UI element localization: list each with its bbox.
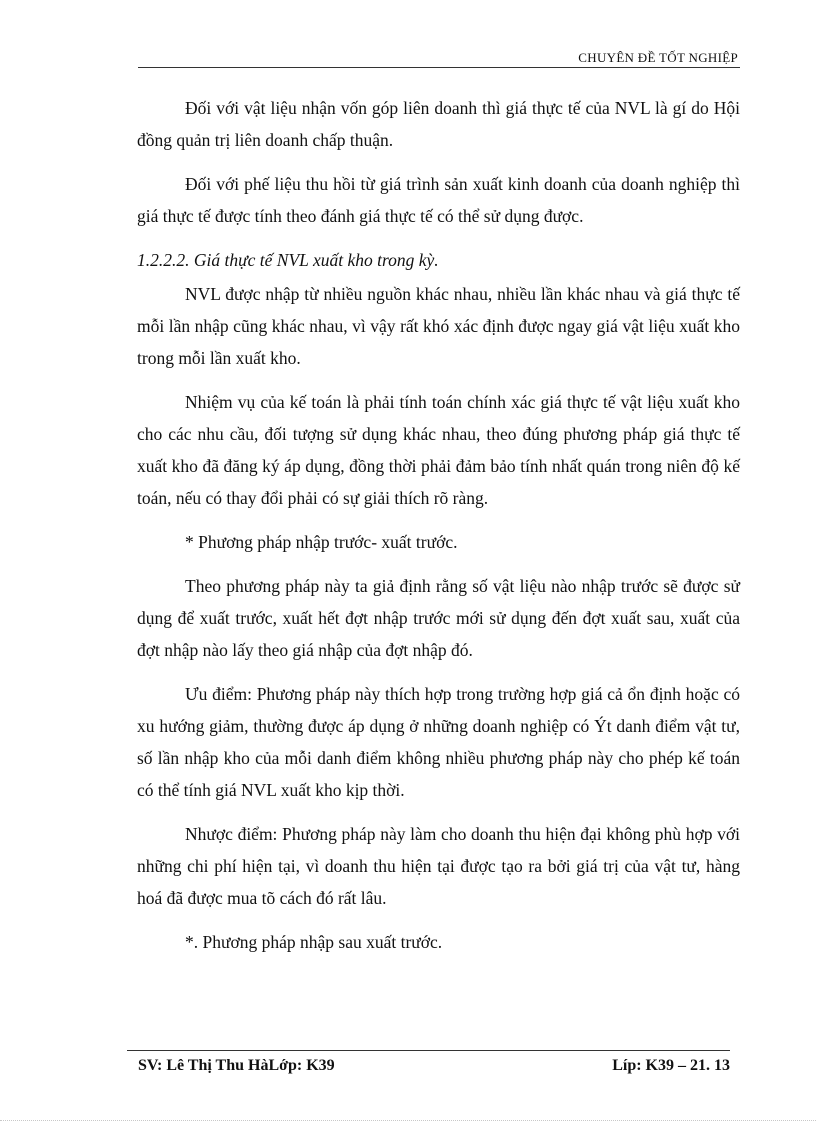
paragraph-5: * Phương pháp nhập trước- xuất trước. (185, 532, 458, 552)
paragraph-3: NVL được nhập từ nhiều nguồn khác nhau, nhiều lần khác nhau và giá thực tế mỗi lần nhập cũng khác nhau, vì vậy rất khó xác định được ngay giá vật liệu xuất kho trong mỗi lần xuất kho. (137, 284, 740, 368)
paragraph-6: Theo phương pháp này ta giả định rằng số vật liệu nào nhập trước sẽ được sử dụng để xuất trước, xuất hết đợt nhập trước mới sử dụng đến đợt xuất sau, xuất của đợt nhập nào lấy theo giá nhập của đợt nhập đó. (137, 576, 740, 660)
footer-class-info: Líp: K39 – 21. 13 (612, 1057, 730, 1074)
document-header-title: CHUYÊN ĐỀ TỐT NGHIỆP (578, 50, 738, 65)
page-bottom-edge (0, 1120, 816, 1121)
paragraph-7: Ưu điểm: Phương pháp này thích hợp trong trường hợp giá cả ổn định hoặc có xu hướng giảm, thường được áp dụng ở những doanh nghiệp có Ýt danh điểm vật tư, số lần nhập kho của mỗi danh điểm không nhiều phương pháp này cho phép kế toán có thể tính giá NVL xuất kho kịp thời. (137, 684, 740, 800)
paragraph-1: Đối với vật liệu nhận vốn góp liên doanh thì giá thực tế của NVL là gí do Hội đồng quản trị liên doanh chấp thuận. (137, 98, 740, 150)
paragraph-8: Nhược điểm: Phương pháp này làm cho doanh thu hiện đại không phù hợp với những chi phí hiện tại, vì doanh thu hiện tại được tạo ra bởi giá trị của vật tư, hàng hoá đã được mua tõ cách đó rất lâu. (137, 824, 740, 908)
footer-divider (127, 1050, 730, 1051)
header-divider (138, 67, 740, 68)
paragraph-4: Nhiệm vụ của kế toán là phải tính toán chính xác giá thực tế vật liệu xuất kho cho các nhu cầu, đối tượng sử dụng khác nhau, theo đúng phương pháp giá thực tế xuất kho đã đăng ký áp dụng, đồng thời phải đảm bảo tính nhất quán trong niên độ kế toán, nếu có thay đổi phải có sự giải thích rõ ràng. (137, 392, 740, 508)
section-heading: 1.2.2.2. Giá thực tế NVL xuất kho trong kỳ. (137, 250, 439, 270)
paragraph-2: Đối với phế liệu thu hồi từ giá trình sản xuất kinh doanh của doanh nghiệp thì giá thực tế được tính theo đánh giá thực tế có thể sử dụng được. (137, 174, 740, 226)
footer-student-info: SV: Lê Thị Thu HàLớp: K39 (138, 1057, 335, 1074)
document-body (137, 92, 740, 970)
paragraph-9: *. Phương pháp nhập sau xuất trước. (185, 932, 443, 952)
